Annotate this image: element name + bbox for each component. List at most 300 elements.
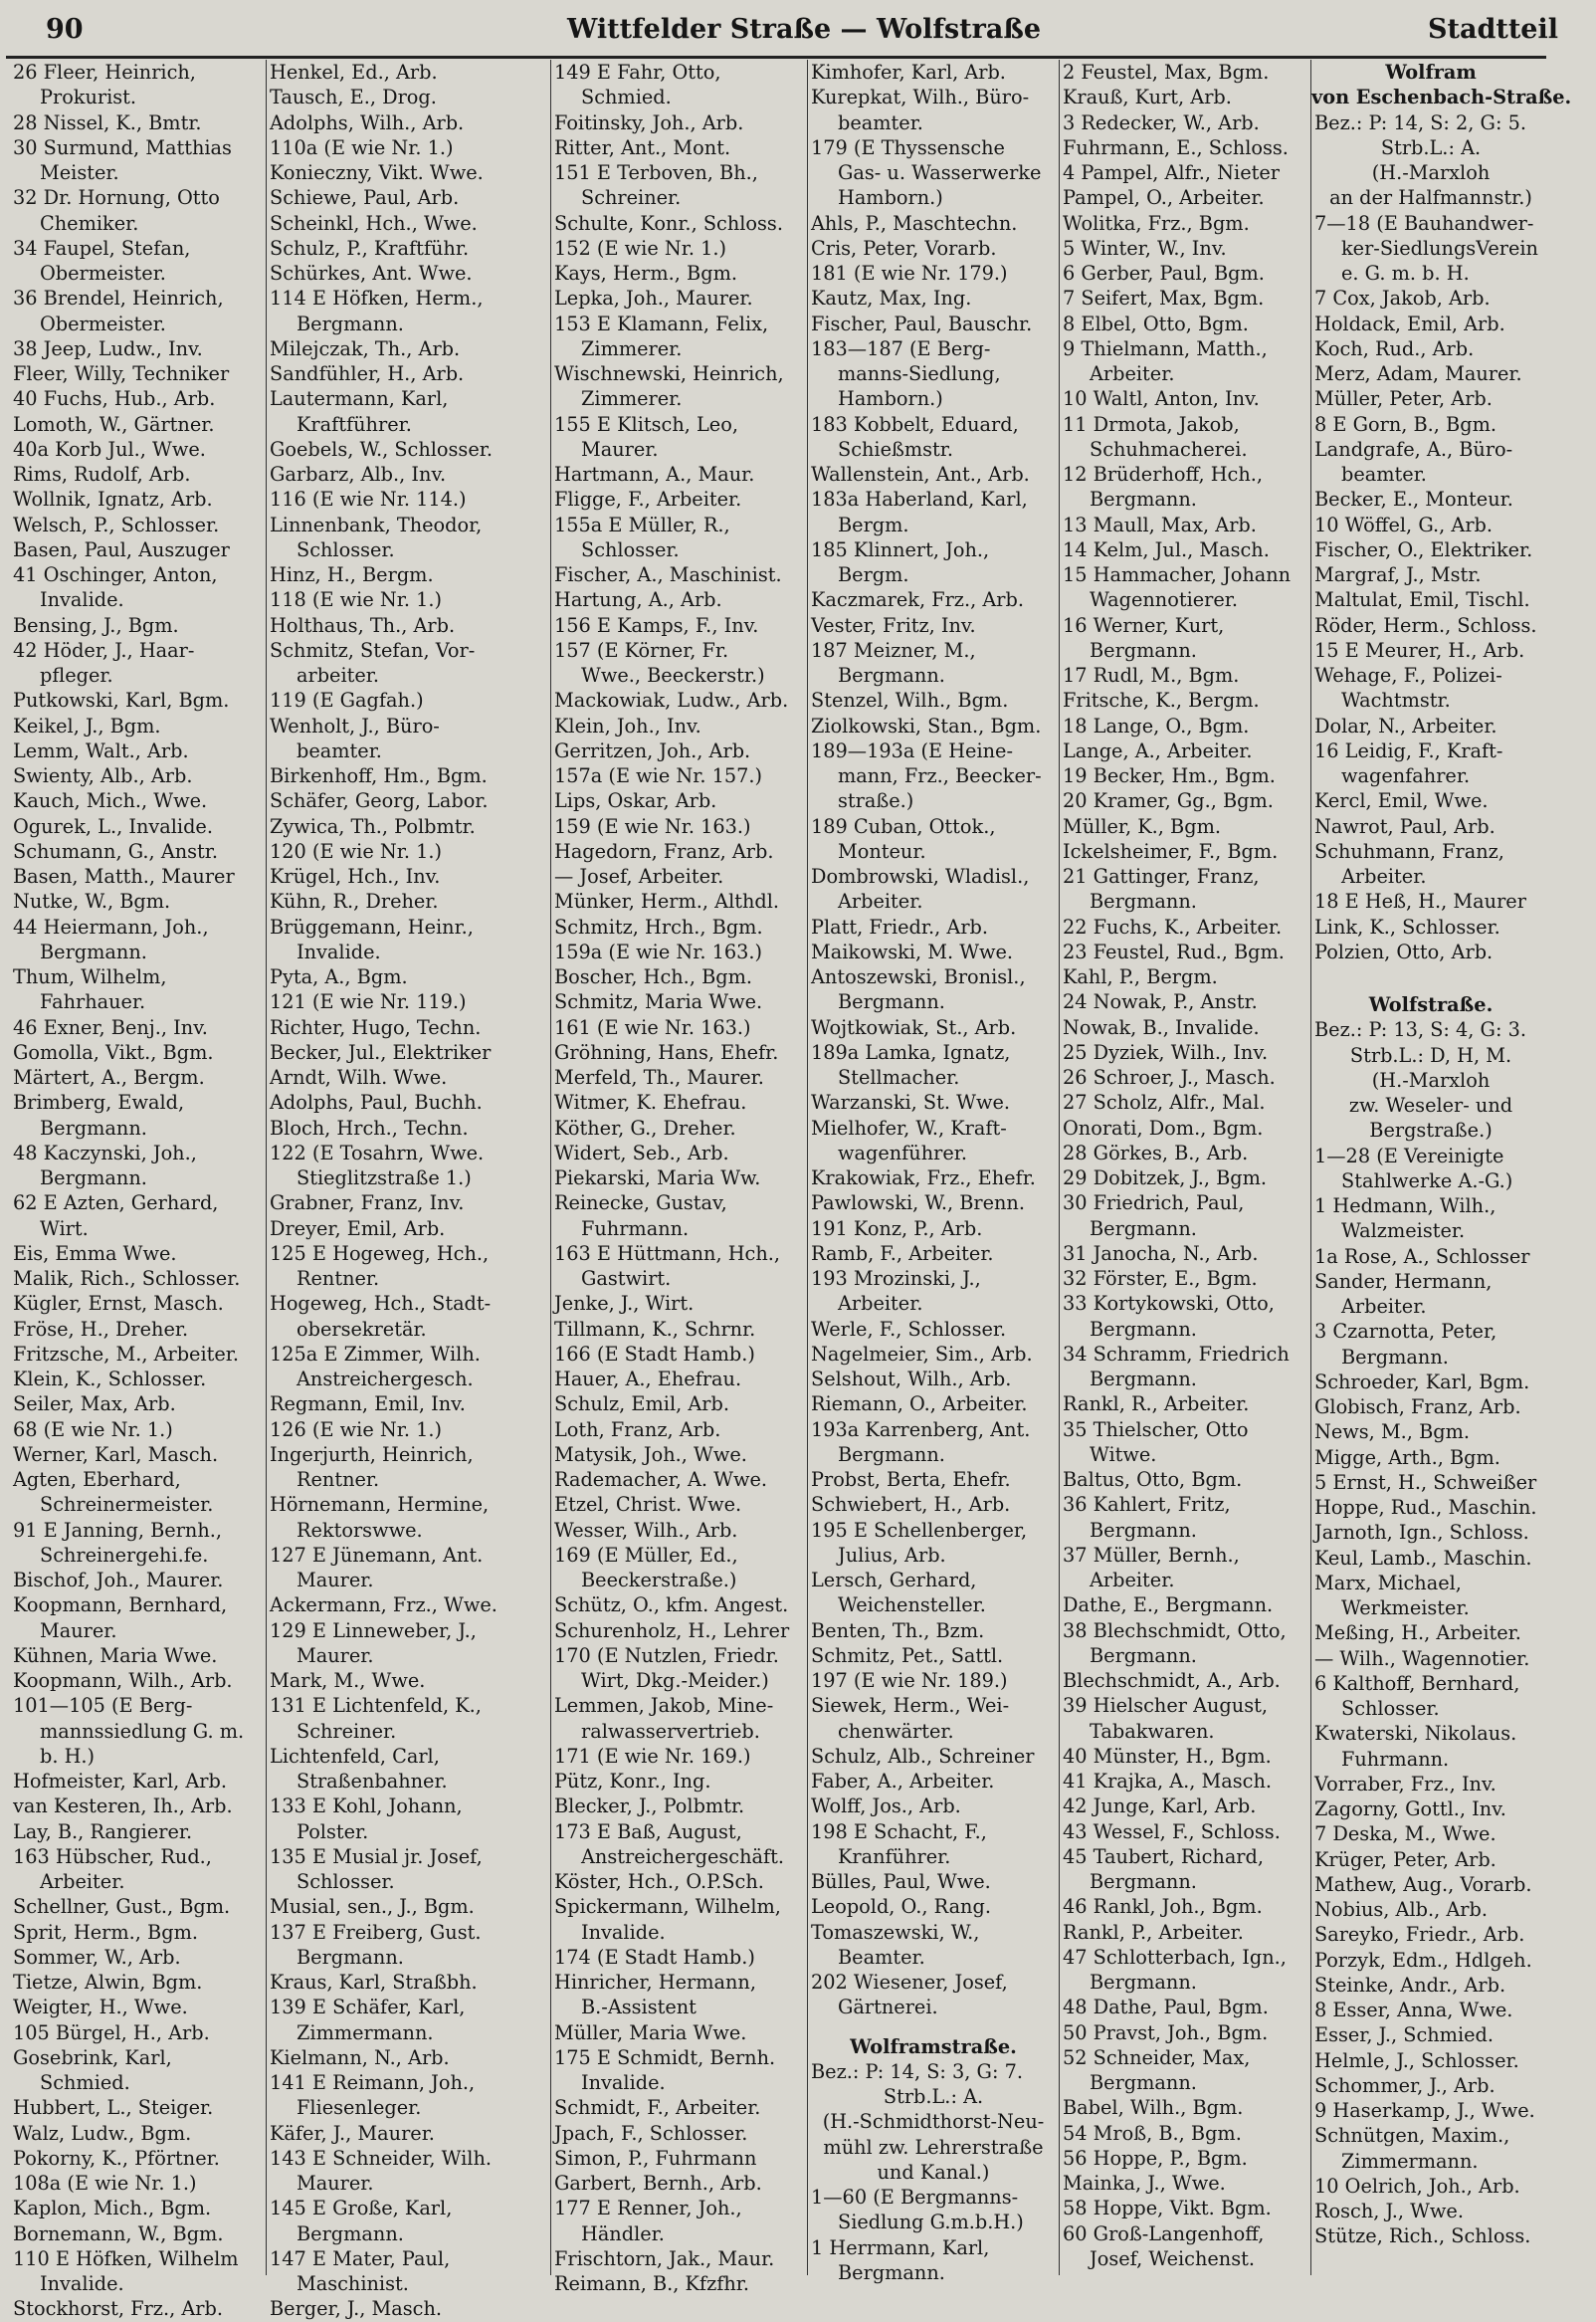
directory-entry: 157a (E wie Nr. 157.): [554, 764, 763, 787]
directory-entry: 133 E Kohl, Johann,: [270, 1794, 463, 1818]
directory-entry: 7—18 (E Bauhandwer-: [1314, 211, 1534, 235]
directory-entry: Maltulat, Emil, Tischl.: [1314, 588, 1530, 612]
directory-entry: Ziolkowski, Stan., Bgm.: [811, 714, 1042, 738]
directory-entry: Schnütgen, Maxim.,: [1314, 2124, 1510, 2148]
directory-entry: Henkel, Ed., Arb.: [270, 61, 438, 84]
directory-entry: Witwe.: [1090, 1442, 1157, 1466]
directory-entry: 58 Hoppe, Vikt. Bgm.: [1063, 2197, 1272, 2220]
directory-entry: Probst, Berta, Ehefr.: [811, 1468, 1011, 1491]
directory-entry: Schmitz, Maria Wwe.: [554, 990, 763, 1014]
directory-entry: 42 Junge, Karl, Arb.: [1063, 1794, 1257, 1818]
directory-entry: Wolfstraße.: [1368, 993, 1494, 1016]
directory-entry: Stahlwerke A.-G.): [1341, 1168, 1513, 1192]
directory-entry: 125 E Hogeweg, Hch.,: [270, 1241, 490, 1265]
directory-entry: Margraf, J., Mstr.: [1314, 563, 1482, 586]
directory-entry: Lips, Oskar, Arb.: [554, 789, 717, 813]
directory-entry: — Josef, Arbeiter.: [554, 865, 724, 888]
directory-entry: (H.-Schmidthorst-Neu-: [822, 2110, 1045, 2134]
directory-entry: 68 (E wie Nr. 1.): [13, 1417, 173, 1441]
directory-entry: Wachtmstr.: [1341, 689, 1451, 713]
directory-entry: Münker, Herm., Althdl.: [554, 890, 780, 914]
directory-entry: Ingerjurth, Heinrich,: [270, 1442, 474, 1466]
directory-entry: 183—187 (E Berg-: [811, 336, 991, 360]
directory-entry: Schroeder, Karl, Bgm.: [1314, 1370, 1530, 1393]
directory-entry: 118 (E wie Nr. 1.): [270, 588, 443, 612]
directory-entry: Wallenstein, Ant., Arb.: [811, 463, 1030, 486]
directory-entry: mannssiedlung G. m.: [40, 1719, 245, 1743]
directory-entry: Cris, Peter, Vorarb.: [811, 236, 997, 260]
directory-entry: Hamborn.): [838, 186, 943, 210]
directory-entry: 189a Lamka, Ignatz,: [811, 1040, 1011, 1064]
directory-entry: Lersch, Gerhard,: [811, 1569, 977, 1591]
directory-entry: Pokorny, K., Pförtner.: [13, 2146, 220, 2170]
directory-entry: Schürkes, Ant. Wwe.: [270, 262, 473, 285]
directory-entry: 3 Redecker, W., Arb.: [1063, 110, 1260, 134]
directory-entry: 110 E Höfken, Wilhelm: [13, 2246, 239, 2270]
directory-entry: 29 Dobitzek, J., Bgm.: [1063, 1166, 1268, 1189]
directory-entry: Bergmann.: [297, 1945, 404, 1969]
directory-entry: 15 E Meurer, H., Arb.: [1314, 638, 1525, 662]
directory-entry: Tausch, E., Drog.: [270, 86, 437, 109]
directory-entry: Sommer, W., Arb.: [13, 1945, 181, 1969]
directory-entry: Bergmann.: [838, 664, 945, 687]
directory-entry: Strb.L.: A.: [883, 2085, 984, 2108]
directory-entry: beamter.: [297, 739, 382, 762]
directory-entry: Julius, Arb.: [838, 1543, 946, 1567]
directory-entry: Fischer, O., Elektriker.: [1314, 537, 1533, 561]
directory-entry: Ackermann, Frz., Wwe.: [270, 1593, 498, 1617]
directory-entry: 114 E Höfken, Herm.,: [270, 287, 484, 311]
directory-entry: Bergmann.: [1090, 890, 1197, 914]
directory-entry: Schmied.: [40, 2071, 130, 2094]
directory-entry: Lange, A., Arbeiter.: [1063, 739, 1253, 762]
directory-entry: Invalide.: [581, 1920, 666, 1944]
directory-entry: 126 (E wie Nr. 1.): [270, 1417, 443, 1441]
directory-entry: Fröse, H., Dreher.: [13, 1317, 189, 1341]
directory-entry: Kimhofer, Karl, Arb.: [811, 61, 1006, 84]
directory-entry: Hartmann, A., Maur.: [554, 463, 755, 486]
directory-entry: Nutke, W., Bgm.: [13, 890, 171, 914]
directory-entry: 15 Hammacher, Johann: [1063, 563, 1292, 586]
directory-entry: Rosch, J., Wwe.: [1314, 2200, 1464, 2222]
directory-entry: Wischnewski, Heinrich,: [554, 362, 784, 385]
directory-entry: Bergmann.: [297, 2221, 404, 2245]
directory-entry: Regmann, Emil, Inv.: [270, 1392, 466, 1416]
directory-entry: Siewek, Herm., Wei-: [811, 1694, 1010, 1718]
directory-entry: 9 Thielmann, Matth.,: [1063, 336, 1268, 360]
directory-entry: Tomaszewski, W.,: [811, 1920, 980, 1944]
directory-entry: 179 (E Thyssensche: [811, 135, 1005, 159]
directory-entry: Weigter, H., Wwe.: [13, 1996, 188, 2019]
directory-entry: Rentner.: [297, 1468, 380, 1491]
directory-entry: mann, Frz., Beecker-: [838, 764, 1042, 787]
directory-entry: Wirt, Dkg.-Meider.): [581, 1669, 769, 1692]
directory-entry: Schreinergehi.fe.: [40, 1543, 209, 1567]
directory-entry: Ramb, F., Arbeiter.: [811, 1241, 994, 1265]
directory-entry: Scheinkl, Hch., Wwe.: [270, 211, 478, 235]
directory-entry: Schütz, O., kfm. Angest.: [554, 1593, 789, 1617]
directory-entry: Welsch, P., Schlosser.: [13, 513, 220, 536]
directory-entry: 2 Feustel, Max, Bgm.: [1063, 61, 1270, 84]
directory-entry: 36 Kahlert, Fritz,: [1063, 1493, 1231, 1517]
directory-entry: Arbeiter.: [1090, 362, 1175, 385]
directory-entry: 46 Exner, Benj., Inv.: [13, 1015, 208, 1039]
directory-entry: Sareyko, Friedr., Arb.: [1314, 1923, 1525, 1947]
directory-entry: 1a Rose, A., Schlosser: [1314, 1244, 1530, 1268]
directory-entry: Thum, Wilhelm,: [13, 965, 167, 988]
directory-entry: Baltus, Otto, Bgm.: [1063, 1468, 1243, 1491]
directory-entry: Berger, J., Masch.: [270, 2297, 443, 2321]
directory-entry: Schommer, J., Arb.: [1314, 2073, 1496, 2097]
directory-entry: Hörnemann, Hermine,: [270, 1493, 490, 1517]
directory-entry: Arbeiter.: [1341, 865, 1427, 888]
directory-entry: 28 Nissel, K., Bmtr.: [13, 110, 202, 134]
directory-entry: 25 Dyziek, Wilh., Inv.: [1063, 1040, 1269, 1064]
directory-entry: 38 Blechschmidt, Otto,: [1063, 1618, 1287, 1642]
directory-entry: — Wilh., Wagennotier.: [1314, 1646, 1530, 1670]
directory-entry: Lemm, Walt., Arb.: [13, 739, 189, 762]
directory-entry: 24 Nowak, P., Anstr.: [1063, 990, 1258, 1014]
directory-entry: Arbeiter.: [838, 890, 923, 914]
directory-entry: Witmer, K. Ehefrau.: [554, 1091, 747, 1115]
directory-entry: Chemiker.: [40, 211, 139, 235]
directory-entry: 187 Meizner, M.,: [811, 638, 976, 662]
directory-entry: Bergm.: [838, 513, 909, 536]
directory-entry: 7 Seifert, Max, Bgm.: [1063, 287, 1265, 311]
directory-entry: Becker, Jul., Elektriker: [270, 1040, 492, 1064]
directory-entry: 22 Fuchs, K., Arbeiter.: [1063, 915, 1283, 939]
directory-entry: Keul, Lamb., Maschin.: [1314, 1546, 1532, 1570]
directory-entry: Sandfühler, H., Arb.: [270, 362, 465, 385]
directory-entry: Loth, Franz, Arb.: [554, 1417, 721, 1441]
directory-entry: 34 Faupel, Stefan,: [13, 236, 191, 260]
directory-entry: Kraus, Karl, Straßbh.: [270, 1971, 478, 1994]
directory-entry: Kühnen, Maria Wwe.: [13, 1643, 218, 1667]
directory-entry: Zagorny, Gottl., Inv.: [1314, 1797, 1506, 1820]
directory-entry: Arbeiter.: [40, 1870, 125, 1893]
directory-entry: 52 Schneider, Max,: [1063, 2045, 1251, 2069]
directory-entry: Pampel, O., Arbeiter.: [1063, 186, 1265, 210]
directory-entry: 169 (E Müller, Ed.,: [554, 1543, 738, 1567]
directory-entry: Invalide.: [40, 588, 124, 612]
directory-entry: 39 Hielscher August,: [1063, 1694, 1268, 1718]
directory-entry: Schuhmacherei.: [1090, 437, 1248, 461]
directory-entry: 26 Schroer, J., Masch.: [1063, 1066, 1276, 1089]
directory-entry: Tillmann, K., Schrnr.: [554, 1317, 756, 1341]
directory-entry: Bensing, J., Bgm.: [13, 613, 179, 637]
directory-entry: Merfeld, Th., Maurer.: [554, 1066, 764, 1089]
directory-entry: Lepka, Joh., Maurer.: [554, 287, 753, 311]
directory-entry: 26 Fleer, Heinrich,: [13, 61, 196, 84]
directory-entry: Koopmann, Bernhard,: [13, 1593, 228, 1617]
directory-entry: 175 E Schmidt, Bernh.: [554, 2045, 776, 2069]
directory-entry: Bergmann.: [838, 1442, 945, 1466]
directory-entry: Eis, Emma Wwe.: [13, 1241, 177, 1265]
directory-entry: Fuhrmann.: [1341, 1747, 1450, 1771]
directory-entry: 145 E Große, Karl,: [270, 2197, 453, 2220]
directory-entry: Basen, Matth., Maurer: [13, 865, 235, 888]
directory-entry: ralwasservertrieb.: [581, 1719, 760, 1743]
directory-entry: Hauer, A., Ehefrau.: [554, 1368, 742, 1390]
directory-entry: 147 E Mater, Paul,: [270, 2246, 451, 2270]
directory-entry: Kaczmarek, Frz., Arb.: [811, 588, 1024, 612]
directory-entry: Schlosser.: [297, 1870, 395, 1893]
directory-entry: 8 E Gorn, B., Bgm.: [1314, 412, 1496, 436]
directory-entry: Bülles, Paul, Wwe.: [811, 1870, 991, 1893]
directory-entry: Arbeiter.: [1341, 1295, 1427, 1318]
directory-entry: 183a Haberland, Karl,: [811, 488, 1028, 512]
directory-entry: Wagennotierer.: [1090, 588, 1239, 612]
directory-entry: Bloch, Hrch., Techn.: [270, 1116, 469, 1140]
directory-entry: Schulz, P., Kraftführ.: [270, 236, 470, 260]
directory-entry: Blechschmidt, A., Arb.: [1063, 1669, 1281, 1692]
directory-entry: Stockhorst, Frz., Arb.: [13, 2297, 223, 2321]
directory-entry: 157 (E Körner, Fr.: [554, 638, 729, 662]
directory-entry: Seiler, Max, Arb.: [13, 1392, 176, 1416]
directory-entry: 10 Wöffel, G., Arb.: [1314, 513, 1494, 536]
directory-entry: Vester, Fritz, Inv.: [811, 613, 976, 637]
directory-entry: Selshout, Wilh., Arb.: [811, 1368, 1012, 1390]
directory-entry: Köster, Hch., O.P.Sch.: [554, 1870, 764, 1893]
directory-entry: Kauch, Mich., Wwe.: [13, 789, 208, 813]
directory-entry: Krüger, Peter, Arb.: [1314, 1847, 1496, 1871]
column-5: [1059, 60, 1310, 2275]
directory-entry: Siedlung G.m.b.H.): [838, 2211, 1024, 2234]
directory-entry: Rentner.: [297, 1267, 380, 1290]
directory-entry: Fuhrmann.: [581, 1216, 690, 1240]
directory-entry: Bergmann.: [297, 312, 404, 335]
directory-entry: Onorati, Dom., Bgm.: [1063, 1116, 1264, 1140]
directory-entry: (H.-Marxloh: [1371, 161, 1491, 184]
directory-entry: 32 Förster, E., Bgm.: [1063, 1267, 1258, 1290]
directory-entry: 173 E Baß, August,: [554, 1819, 742, 1843]
directory-entry: Beamter.: [838, 1945, 925, 1969]
directory-entry: Wolfram: [1385, 61, 1477, 84]
directory-entry: Schreiner.: [581, 186, 682, 210]
directory-entry: Schiewe, Paul, Arb.: [270, 186, 460, 210]
directory-entry: straße.): [838, 789, 914, 813]
directory-entry: pfleger.: [40, 664, 113, 687]
directory-entry: Malik, Rich., Schlosser.: [13, 1267, 241, 1290]
directory-entry: Beeckerstraße.): [581, 1569, 737, 1591]
directory-entry: Bergmann.: [1090, 488, 1197, 512]
directory-entry: Bergmann.: [1090, 1368, 1197, 1390]
directory-entry: 48 Dathe, Paul, Bgm.: [1063, 1996, 1269, 2019]
directory-entry: Strb.L.: A.: [1380, 135, 1482, 159]
directory-entry: Bergmann.: [40, 1116, 147, 1140]
directory-entry: Adolphs, Paul, Buchh.: [270, 1091, 483, 1115]
directory-entry: 193a Karrenberg, Ant.: [811, 1417, 1031, 1441]
directory-entry: Gastwirt.: [581, 1267, 672, 1290]
directory-entry: Zywica, Th., Polbmtr.: [270, 814, 476, 838]
directory-entry: Bergmann.: [1090, 1643, 1197, 1667]
directory-entry: Helmle, J., Schlosser.: [1314, 2048, 1519, 2072]
directory-entry: Wojtkowiak, St., Arb.: [811, 1015, 1017, 1039]
directory-entry: Anstreichergesch.: [297, 1368, 474, 1390]
directory-entry: Gomolla, Vikt., Bgm.: [13, 1040, 214, 1064]
directory-entry: Ogurek, L., Invalide.: [13, 814, 213, 838]
directory-entry: Holthaus, Th., Arb.: [270, 613, 456, 637]
directory-entry: 166 (E Stadt Hamb.): [554, 1342, 755, 1366]
directory-entry: 40 Münster, H., Bgm.: [1063, 1744, 1272, 1768]
directory-entry: 43 Wessel, F., Schloss.: [1063, 1819, 1281, 1843]
directory-entry: Wenholt, J., Büro-: [270, 714, 440, 738]
directory-entry: Stieglitzstraße 1.): [297, 1166, 472, 1189]
directory-entry: Walz, Ludw., Bgm.: [13, 2121, 192, 2145]
directory-entry: Leopold, O., Rang.: [811, 1895, 991, 1919]
directory-entry: Bergmann.: [40, 940, 147, 963]
directory-entry: Schumann, G., Anstr.: [13, 839, 219, 863]
directory-entry: 12 Brüderhoff, Hch.,: [1063, 463, 1264, 486]
directory-entry: Hoppe, Rud., Maschin.: [1314, 1496, 1537, 1519]
directory-entry: Schmied.: [581, 86, 672, 109]
directory-entry: 48 Kaczynski, Joh.,: [13, 1141, 197, 1164]
page-title: Wittfelder Straße — Wolfstraße: [567, 14, 1042, 45]
directory-entry: Schreiner.: [297, 1719, 397, 1743]
directory-entry: Bez.: P: 14, S: 3, G: 7.: [811, 2059, 1023, 2083]
directory-entry: Meister.: [40, 161, 119, 184]
directory-entry: 56 Hoppe, P., Bgm.: [1063, 2146, 1248, 2170]
directory-entry: Lichtenfeld, Carl,: [270, 1744, 440, 1768]
directory-entry: Arbeiter.: [838, 1292, 923, 1316]
directory-entry: Werkmeister.: [1341, 1596, 1470, 1619]
directory-entry: Schulte, Konr., Schloss.: [554, 211, 783, 235]
directory-entry: van Kesteren, Ih., Arb.: [13, 1794, 233, 1818]
directory-entry: Lemmen, Jakob, Mine-: [554, 1694, 774, 1718]
directory-entry: Kercl, Emil, Wwe.: [1314, 789, 1489, 813]
directory-entry: 155 E Klitsch, Leo,: [554, 412, 738, 436]
directory-entry: Hartung, A., Arb.: [554, 588, 722, 612]
directory-entry: 30 Surmund, Matthias: [13, 135, 232, 159]
directory-entry: 149 E Fahr, Otto,: [554, 61, 721, 84]
directory-entry: 163 E Hüttmann, Hch.,: [554, 1241, 781, 1265]
directory-entry: Müller, Peter, Arb.: [1314, 387, 1493, 411]
directory-entry: 38 Jeep, Ludw., Inv.: [13, 336, 203, 360]
directory-entry: Krügel, Hch., Inv.: [270, 865, 441, 888]
directory-entry: 159 (E wie Nr. 163.): [554, 814, 751, 838]
directory-entry: Rektorswwe.: [297, 1518, 423, 1542]
directory-entry: Babel, Wilh., Bgm.: [1063, 2096, 1244, 2120]
directory-entry: Reinecke, Gustav,: [554, 1191, 727, 1215]
directory-entry: Gas- u. Wasserwerke: [838, 161, 1042, 184]
directory-entry: Maurer.: [297, 2172, 374, 2195]
directory-entry: Goebels, W., Schlosser.: [270, 437, 493, 461]
directory-entry: 6 Kalthoff, Bernhard,: [1314, 1671, 1520, 1695]
directory-entry: Nagelmeier, Sim., Arb.: [811, 1342, 1033, 1366]
directory-entry: Jpach, F., Schlosser.: [554, 2121, 748, 2145]
column-3: [550, 60, 807, 2295]
directory-entry: 110a (E wie Nr. 1.): [270, 135, 454, 159]
directory-entry: 91 E Janning, Bernh.,: [13, 1518, 223, 1542]
directory-entry: Agten, Eberhard,: [13, 1468, 181, 1491]
directory-entry: Ahls, P., Maschtechn.: [811, 211, 1018, 235]
directory-entry: Steinke, Andr., Arb.: [1314, 1973, 1506, 1997]
directory-entry: Bergmann.: [1090, 2071, 1197, 2094]
directory-entry: 155a E Müller, R.,: [554, 513, 730, 536]
directory-entry: Maurer.: [297, 1643, 374, 1667]
directory-entry: Bergmann.: [1090, 1518, 1197, 1542]
directory-entry: Ickelsheimer, F., Bgm.: [1063, 839, 1279, 863]
directory-entry: 10 Waltl, Anton, Inv.: [1063, 387, 1260, 411]
directory-entry: [808, 2020, 1059, 2034]
directory-entry: 159a (E wie Nr. 163.): [554, 940, 763, 963]
directory-entry: 46 Rankl, Joh., Bgm.: [1063, 1895, 1263, 1919]
directory-entry: Müller, K., Bgm.: [1063, 814, 1221, 838]
directory-entry: Piekarski, Maria Ww.: [554, 1166, 761, 1189]
directory-entry: 18 E Heß, H., Maurer: [1314, 890, 1526, 914]
directory-entry: Swienty, Alb., Arb.: [13, 764, 193, 787]
directory-entry: Kühn, R., Dreher.: [270, 890, 439, 914]
directory-entry: Landgrafe, A., Büro-: [1314, 437, 1513, 461]
directory-entry: Rankl, P., Arbeiter.: [1063, 1920, 1244, 1944]
directory-entry: Marx, Michael,: [1314, 1571, 1462, 1594]
directory-entry: Wolframstraße.: [850, 2034, 1017, 2058]
directory-entry: 195 E Schellenberger,: [811, 1518, 1028, 1542]
directory-entry: Bez.: P: 13, S: 4, G: 3.: [1314, 1018, 1526, 1042]
directory-entry: Wolff, Jos., Arb.: [811, 1794, 961, 1818]
header-rule: [6, 56, 1546, 59]
directory-entry: 44 Heiermann, Joh.,: [13, 915, 209, 939]
directory-entry: Händler.: [581, 2221, 665, 2245]
directory-entry: Schellner, Gust., Bgm.: [13, 1895, 231, 1919]
directory-entry: Koopmann, Wilh., Arb.: [13, 1669, 233, 1692]
directory-entry: Wesser, Wilh., Arb.: [554, 1518, 738, 1542]
directory-entry: Koch, Rud., Arb.: [1314, 336, 1475, 360]
directory-entry: Lay, B., Rangierer.: [13, 1819, 193, 1843]
directory-entry: Migge, Arth., Bgm.: [1314, 1445, 1500, 1469]
directory-entry: 34 Schramm, Friedrich: [1063, 1342, 1290, 1366]
directory-entry: Wolitka, Frz., Bgm.: [1063, 211, 1250, 235]
directory-entry: Kranführer.: [838, 1844, 951, 1868]
directory-entry: 121 (E wie Nr. 119.): [270, 990, 467, 1014]
directory-entry: Etzel, Christ. Wwe.: [554, 1493, 742, 1517]
directory-entry: Kurepkat, Wilh., Büro-: [811, 86, 1030, 109]
directory-entry: obersekretär.: [297, 1317, 427, 1341]
directory-entry: Schmitz, Hrch., Bgm.: [554, 915, 763, 939]
directory-entry: Schulz, Emil, Arb.: [554, 1392, 729, 1416]
directory-entry: Mackowiak, Ludw., Arb.: [554, 689, 789, 713]
directory-entry: Lautermann, Karl,: [270, 387, 449, 411]
directory-entry: Stütze, Rich., Schloss.: [1314, 2224, 1531, 2248]
directory-entry: Polster.: [297, 1819, 369, 1843]
directory-entry: Bergm.: [838, 563, 909, 586]
directory-entry: Hinz, H., Bergm.: [270, 563, 434, 586]
directory-entry: und Kanal.): [877, 2160, 990, 2184]
directory-entry: Merz, Adam, Maurer.: [1314, 362, 1522, 385]
directory-entry: wagenführer.: [838, 1141, 967, 1164]
directory-entry: 202 Wiesener, Josef,: [811, 1971, 1008, 1994]
directory-entry: 141 E Reimann, Joh.,: [270, 2071, 476, 2094]
directory-entry: Krauß, Kurt, Arb.: [1063, 86, 1232, 109]
directory-entry: Werle, F., Schlosser.: [811, 1317, 1007, 1341]
directory-entry: Simon, P., Fuhrmann: [554, 2146, 757, 2170]
directory-entry: Invalide.: [40, 2272, 124, 2295]
directory-entry: Wehage, F., Polizei-: [1314, 664, 1502, 687]
directory-entry: Nawrot, Paul, Arb.: [1314, 814, 1496, 838]
directory-entry: Obermeister.: [40, 312, 166, 335]
directory-entry: Hofmeister, Karl, Arb.: [13, 1770, 227, 1793]
directory-entry: Weichensteller.: [838, 1593, 986, 1617]
directory-entry: Reimann, B., Kfzfhr.: [554, 2272, 750, 2295]
directory-entry: Faber, A., Arbeiter.: [811, 1770, 995, 1793]
directory-entry: Walzmeister.: [1341, 1219, 1466, 1243]
directory-entry: Adolphs, Wilh., Arb.: [270, 110, 465, 134]
directory-entry: von Eschenbach-Straße.: [1311, 86, 1572, 109]
directory-entry: 197 (E wie Nr. 189.): [811, 1669, 1008, 1692]
directory-entry: Maurer.: [581, 437, 659, 461]
directory-entry: Lomoth, W., Gärtner.: [13, 412, 215, 436]
directory-entry: Sander, Hermann,: [1314, 1269, 1493, 1293]
